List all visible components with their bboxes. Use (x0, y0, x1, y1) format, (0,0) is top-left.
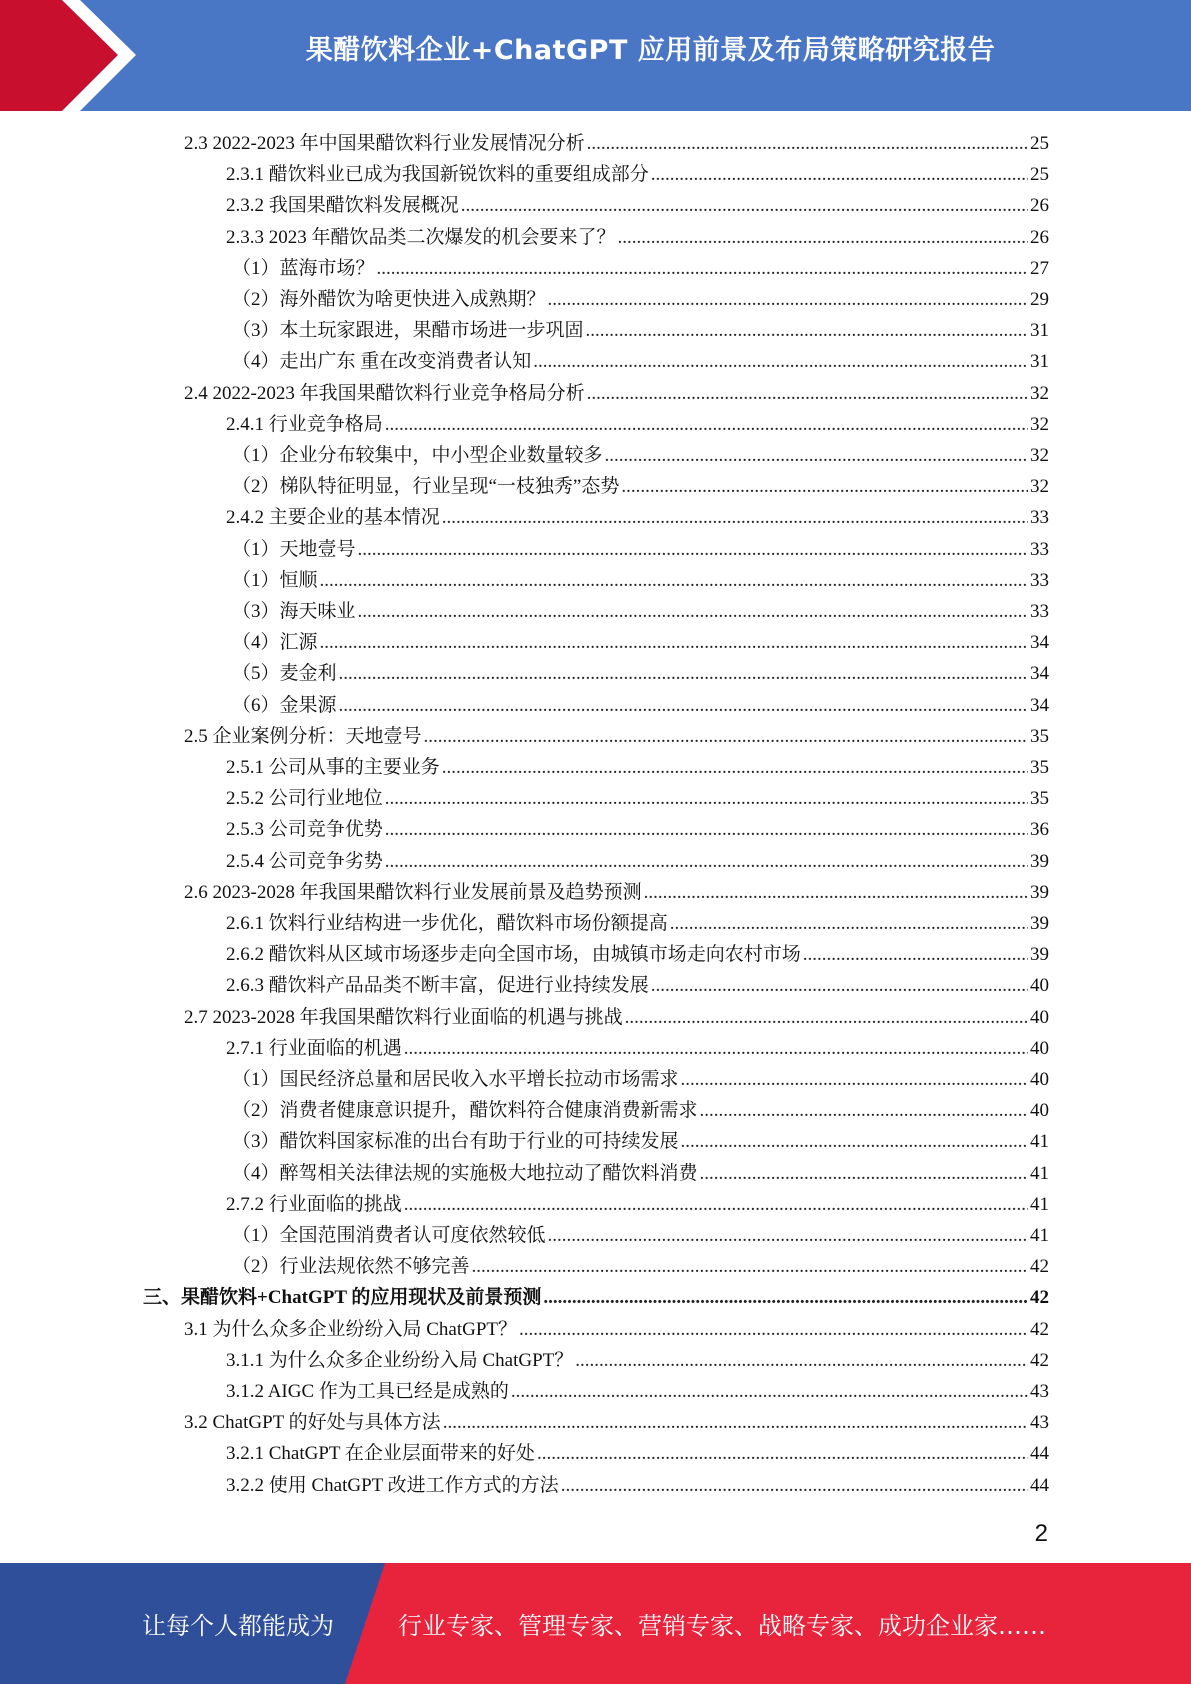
toc-entry-page: 43 (1030, 1412, 1049, 1434)
toc-entry[interactable] (232, 440, 1049, 471)
toc-entry-page: 40 (1030, 1037, 1049, 1059)
page-footer (0, 1563, 1191, 1684)
toc-leader-dots (472, 1256, 1028, 1278)
toc-entry-title: （1）全国范围消费者认可度依然较低 (232, 1225, 546, 1246)
toc-entry-page: 33 (1030, 569, 1049, 591)
toc-leader-dots (651, 975, 1028, 997)
toc-entry[interactable] (184, 721, 1049, 752)
toc-entry-page: 39 (1030, 913, 1049, 934)
toc-entry[interactable] (226, 409, 1049, 440)
footer-slogan-right: 行业专家、管理专家、营销专家、战略专家、成功企业家…… (398, 1612, 1046, 1640)
toc-entry-page: 41 (1030, 1131, 1049, 1153)
toc-leader-dots (644, 882, 1028, 904)
toc-leader-dots (533, 351, 1028, 373)
toc-entry-title: （4）汇源 (232, 632, 318, 654)
toc-entry-page: 42 (1030, 1318, 1049, 1340)
toc-entry-title: 3.2.1 ChatGPT 在企业层面带来的好处 (226, 1443, 535, 1465)
toc-leader-dots (404, 1038, 1028, 1060)
toc-leader-dots (320, 570, 1028, 592)
toc-entry-page: 34 (1030, 632, 1049, 654)
toc-entry-page: 32 (1030, 445, 1049, 466)
toc-entry-title: （1）天地壹号 (232, 538, 356, 560)
toc-entry-title: （4）醉驾相关法律法规的实施极大地拉动了醋饮料消费 (232, 1162, 698, 1184)
toc-entry-page: 40 (1030, 1069, 1049, 1090)
toc-entry[interactable] (232, 471, 1049, 502)
toc-leader-dots (385, 414, 1028, 436)
toc-entry-title: （1）蓝海市场？ (232, 257, 375, 279)
toc-entry-title: （3）醋饮料国家标准的出台有助于行业的可持续发展 (232, 1131, 679, 1153)
toc-entry-page: 32 (1030, 413, 1049, 435)
toc-entry[interactable] (226, 502, 1049, 533)
toc-entry[interactable] (184, 378, 1049, 409)
toc-entry-title: （1）恒顺 (232, 569, 318, 591)
toc-entry-page: 35 (1030, 788, 1049, 810)
toc-leader-dots (537, 1443, 1028, 1465)
toc-entry[interactable] (226, 814, 1049, 845)
report-title: 果醋饮料企业+ChatGPT 应用前景及布局策略研究报告 (305, 35, 996, 66)
toc-leader-dots (575, 1350, 1028, 1372)
toc-leader-dots (548, 289, 1028, 311)
toc-entry-title: 2.5.4 公司竞争劣势 (226, 850, 383, 872)
toc-entry-page: 41 (1030, 1162, 1049, 1184)
toc-leader-dots (700, 1100, 1028, 1122)
toc-entry[interactable] (232, 1251, 1049, 1282)
toc-entry-page: 33 (1030, 538, 1049, 560)
toc-entry[interactable] (226, 908, 1049, 939)
toc-entry[interactable] (232, 346, 1049, 377)
toc-entry-page: 25 (1030, 164, 1049, 186)
toc-leader-dots (442, 757, 1028, 779)
toc-entry[interactable] (184, 1407, 1049, 1438)
toc-leader-dots (320, 632, 1028, 654)
toc-entry-title: 2.6.3 醋饮料产品品类不断丰富，促进行业持续发展 (226, 975, 649, 997)
toc-entry-page: 41 (1030, 1193, 1049, 1215)
toc-leader-dots (358, 601, 1028, 623)
toc-entry-title: （2）行业法规依然不够完善 (232, 1256, 470, 1278)
toc-leader-dots (443, 1412, 1028, 1434)
toc-entry-page: 35 (1030, 725, 1049, 747)
toc-entry[interactable] (232, 1126, 1049, 1157)
toc-entry-title: 2.4.1 行业竞争格局 (226, 413, 383, 435)
toc-entry-title: 3.1.2 AIGC 作为工具已经是成熟的 (226, 1381, 509, 1402)
toc-entry-title: 2.7.1 行业面临的机遇 (226, 1037, 402, 1059)
toc-entry[interactable] (184, 128, 1049, 159)
toc-entry-title: 3.1 为什么众多企业纷纷入局 ChatGPT？ (184, 1318, 518, 1340)
toc-leader-dots (339, 695, 1028, 717)
toc-entry-title: （2）海外醋饮为啥更快进入成熟期？ (232, 289, 546, 310)
toc-entry-title: 2.3.3 2023 年醋饮品类二次爆发的机会要来了？ (226, 226, 616, 248)
toc-leader-dots (385, 851, 1028, 873)
toc-entry-page: 39 (1030, 881, 1049, 903)
toc-entry-page: 44 (1030, 1474, 1049, 1496)
toc-entry[interactable] (232, 565, 1049, 596)
toc-leader-dots (442, 507, 1028, 529)
toc-entry[interactable] (226, 1189, 1049, 1220)
toc-entry-page: 35 (1030, 757, 1049, 778)
toc-leader-dots (700, 1163, 1028, 1185)
toc-entry[interactable] (226, 1470, 1049, 1501)
toc-leader-dots (561, 1475, 1028, 1497)
toc-entry-title: （3）本土玩家跟进，果醋市场进一步巩固 (232, 320, 584, 342)
toc-entry-page: 41 (1030, 1225, 1049, 1246)
toc-entry[interactable] (232, 284, 1049, 315)
toc-entry-page: 33 (1030, 601, 1049, 622)
toc-leader-dots (461, 195, 1028, 217)
toc-leader-dots (681, 1131, 1028, 1153)
toc-leader-dots (377, 258, 1028, 280)
toc-entry[interactable] (184, 1002, 1049, 1033)
toc-entry[interactable] (232, 315, 1049, 346)
toc-entry[interactable] (232, 534, 1049, 565)
toc-entry[interactable] (232, 1220, 1049, 1251)
toc-entry-page: 34 (1030, 663, 1049, 685)
toc-entry-page: 26 (1030, 195, 1049, 217)
toc-entry-title: 2.5 企业案例分析：天地壹号 (184, 725, 422, 747)
toc-entry[interactable] (184, 1314, 1049, 1345)
toc-entry-title: （1）国民经济总量和居民收入水平增长拉动市场需求 (232, 1069, 679, 1090)
toc-entry-page: 42 (1030, 1287, 1049, 1309)
toc-entry[interactable] (226, 1376, 1049, 1407)
toc-entry-page: 44 (1030, 1443, 1049, 1465)
toc-entry-title: （4）走出广东 重在改变消费者认知 (232, 351, 532, 373)
toc-leader-dots (681, 1069, 1028, 1091)
toc-leader-dots (587, 383, 1028, 405)
toc-leader-dots (587, 133, 1028, 155)
toc-leader-dots (586, 320, 1028, 342)
toc-entry-title: 2.5.2 公司行业地位 (226, 788, 383, 810)
toc-entry-title: 2.3.1 醋饮料业已成为我国新锐饮料的重要组成部分 (226, 164, 649, 186)
toc-entry[interactable] (226, 752, 1049, 783)
toc-leader-dots (625, 1007, 1028, 1029)
toc-entry-page: 40 (1030, 975, 1049, 997)
toc-entry-page: 26 (1030, 226, 1049, 248)
toc-entry-page: 31 (1030, 351, 1049, 373)
toc-entry-page: 36 (1030, 819, 1049, 841)
toc-entry-page: 42 (1030, 1349, 1049, 1371)
toc-leader-dots (358, 539, 1028, 561)
toc-entry[interactable] (226, 970, 1049, 1001)
toc-entry[interactable] (226, 1033, 1049, 1064)
toc-leader-dots (651, 164, 1028, 186)
red-arrow-decoration (0, 0, 160, 111)
toc-entry[interactable] (232, 627, 1049, 658)
toc-entry[interactable] (226, 939, 1049, 970)
toc-entry-title: （5）麦金利 (232, 663, 337, 685)
toc-entry-page: 43 (1030, 1381, 1049, 1402)
toc-entry-title: 2.3.2 我国果醋饮料发展概况 (226, 195, 459, 217)
toc-entry-title: 2.6.1 饮料行业结构进一步优化，醋饮料市场份额提高 (226, 913, 668, 934)
toc-entry-page: 29 (1030, 289, 1049, 310)
toc-entry-page: 39 (1030, 850, 1049, 872)
toc-entry-title: 2.6 2023-2028 年我国果醋饮料行业发展前景及趋势预测 (184, 881, 642, 903)
toc-entry[interactable] (232, 1095, 1049, 1126)
footer-slogan-left: 让每个人都能成为 (142, 1612, 334, 1640)
toc-entry[interactable] (232, 690, 1049, 721)
toc-entry-title: 2.7 2023-2028 年我国果醋饮料行业面临的机遇与挑战 (184, 1006, 623, 1028)
toc-entry-title: 三、果醋饮料+ChatGPT 的应用现状及前景预测 (143, 1287, 542, 1309)
toc-entry-page: 25 (1030, 133, 1049, 154)
toc-entry-title: 2.6.2 醋饮料从区域市场逐步走向全国市场，由城镇市场走向农村市场 (226, 944, 801, 966)
toc-entry-title: （2）梯队特征明显，行业呈现“一枝独秀”态势 (232, 476, 620, 498)
toc-entry-title: 2.3 2022-2023 年中国果醋饮料行业发展情况分析 (184, 133, 585, 154)
toc-entry-page: 40 (1030, 1006, 1049, 1028)
toc-leader-dots (670, 913, 1028, 935)
toc-entry[interactable] (232, 1158, 1049, 1189)
toc-entry-title: （2）消费者健康意识提升，醋饮料符合健康消费新需求 (232, 1100, 698, 1122)
toc-entry-title: 3.1.1 为什么众多企业纷纷入局 ChatGPT？ (226, 1349, 574, 1371)
toc-leader-dots (385, 788, 1028, 810)
page-header (0, 0, 1191, 111)
toc-entry-page: 40 (1030, 1100, 1049, 1122)
toc-entry[interactable] (232, 596, 1049, 627)
toc-leader-dots (543, 1287, 1028, 1309)
toc-entry[interactable] (143, 1282, 1049, 1313)
toc-leader-dots (605, 445, 1028, 467)
toc-entry-title: 2.7.2 行业面临的挑战 (226, 1193, 402, 1215)
toc-entry-title: （6）金果源 (232, 694, 337, 716)
toc-entry-page: 32 (1030, 476, 1049, 498)
toc-entry-page: 33 (1030, 507, 1049, 529)
toc-leader-dots (424, 726, 1028, 748)
toc-entry[interactable] (226, 190, 1049, 221)
toc-entry[interactable] (232, 658, 1049, 689)
toc-entry-title: 2.5.1 公司从事的主要业务 (226, 757, 440, 778)
toc-entry[interactable] (226, 159, 1049, 190)
toc-leader-dots (548, 1225, 1028, 1247)
toc-entry-title: （1）企业分布较集中，中小型企业数量较多 (232, 445, 603, 466)
toc-entry-page: 34 (1030, 694, 1049, 716)
toc-leader-dots (618, 227, 1028, 249)
toc-leader-dots (621, 476, 1028, 498)
toc-entry-title: 3.2.2 使用 ChatGPT 改进工作方式的方法 (226, 1474, 559, 1496)
toc-entry[interactable] (232, 1064, 1049, 1095)
toc-entry[interactable] (232, 253, 1049, 284)
toc-leader-dots (404, 1194, 1028, 1216)
toc-leader-dots (803, 944, 1028, 966)
toc-entry-title: 2.4.2 主要企业的基本情况 (226, 507, 440, 529)
toc-entry[interactable] (184, 877, 1049, 908)
toc-entry[interactable] (226, 1438, 1049, 1469)
toc-entry-title: 2.5.3 公司竞争优势 (226, 819, 383, 841)
toc-entry-page: 42 (1030, 1256, 1049, 1278)
toc-entry[interactable] (226, 846, 1049, 877)
toc-entry[interactable] (226, 783, 1049, 814)
toc-entry[interactable] (226, 222, 1049, 253)
toc-entry-page: 39 (1030, 944, 1049, 966)
toc-leader-dots (385, 819, 1028, 841)
toc-leader-dots (511, 1381, 1028, 1403)
toc-entry-title: 2.4 2022-2023 年我国果醋饮料行业竞争格局分析 (184, 382, 585, 404)
toc-entry[interactable] (226, 1345, 1049, 1376)
toc-leader-dots (339, 663, 1028, 685)
toc-entry-page: 27 (1030, 257, 1049, 279)
page-number: 2 (1034, 1520, 1048, 1547)
toc-entry-title: （3）海天味业 (232, 601, 356, 622)
toc-entry-page: 31 (1030, 320, 1049, 342)
toc-entry-title: 3.2 ChatGPT 的好处与具体方法 (184, 1412, 441, 1434)
toc-entry-page: 32 (1030, 382, 1049, 404)
toc-leader-dots (519, 1319, 1028, 1341)
